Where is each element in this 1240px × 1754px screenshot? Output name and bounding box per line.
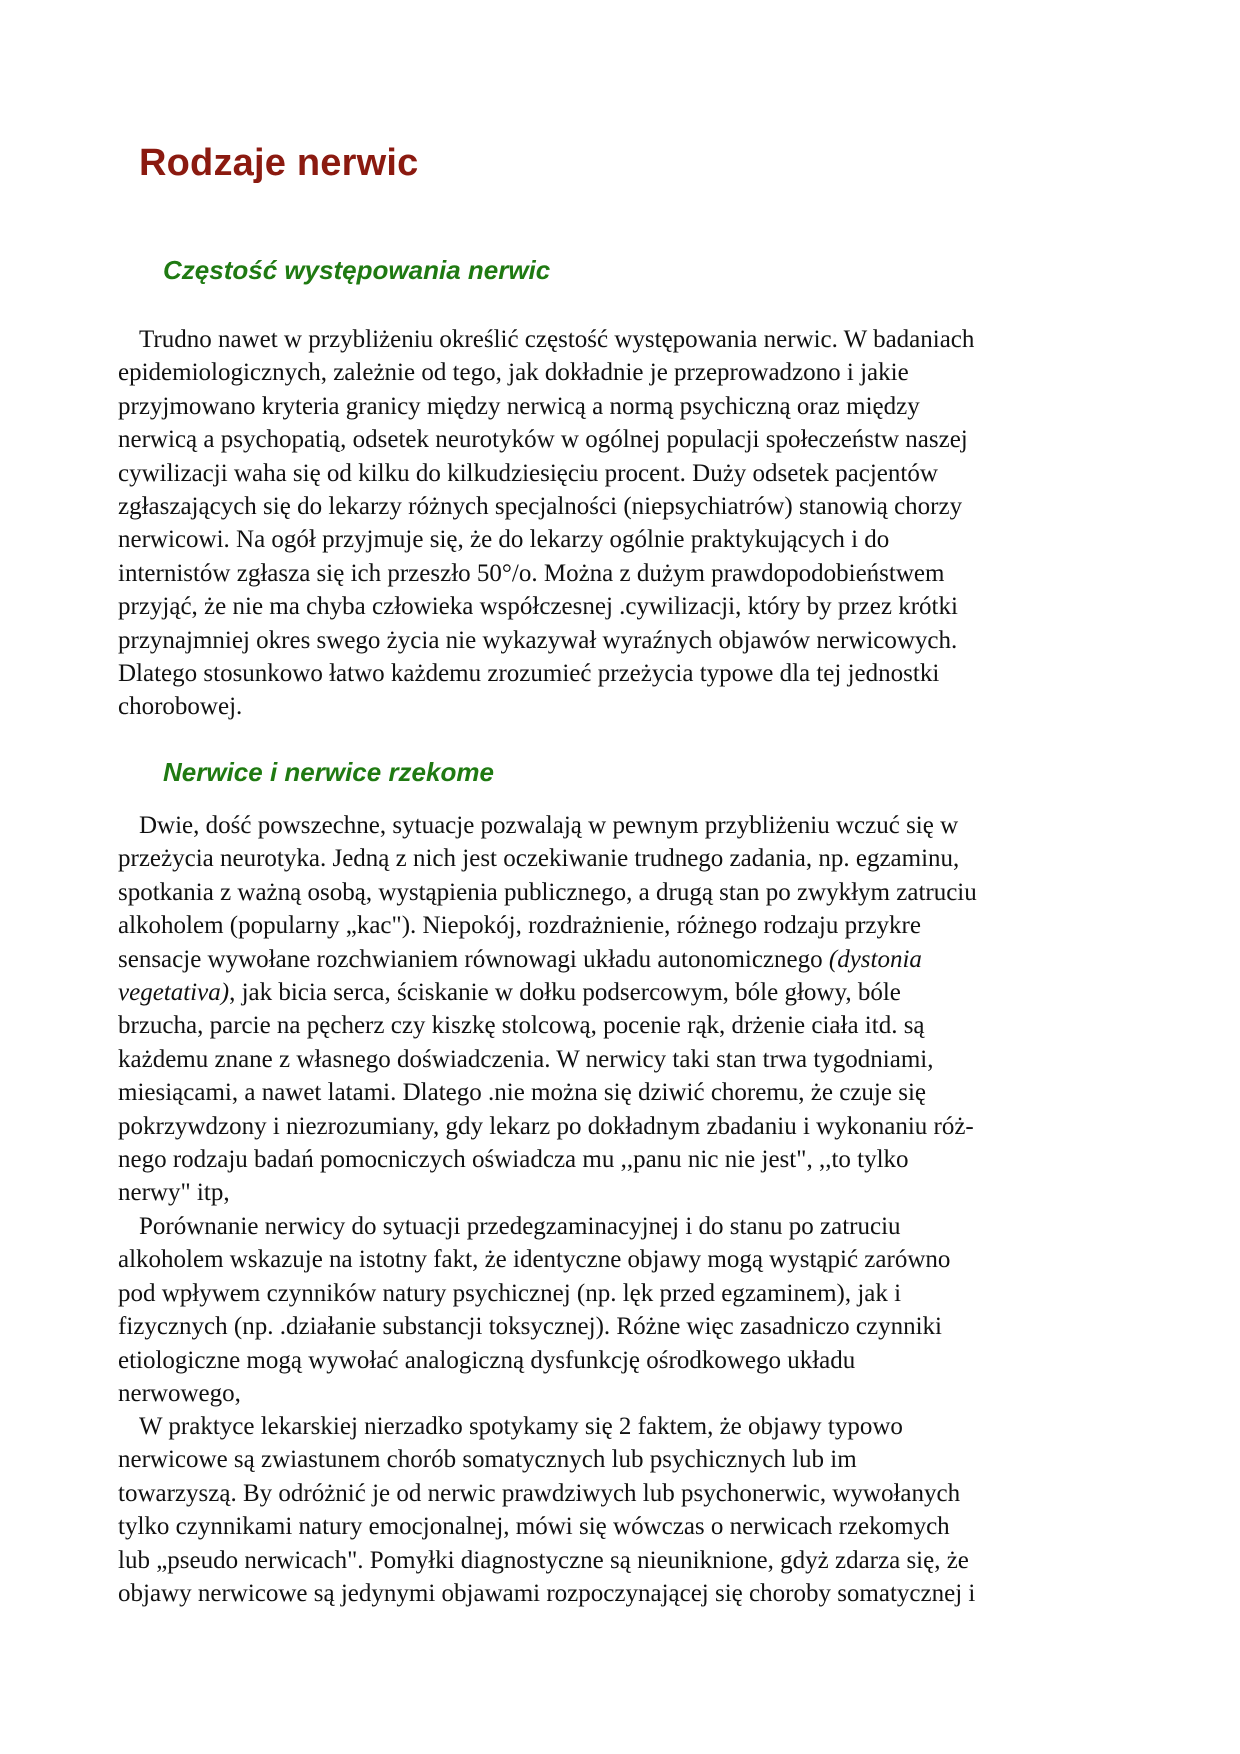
text-segment: , jak bicia serca, ściskanie w dołku podsercowym, bóle głowy, bóle [229, 978, 901, 1006]
text-line: alkoholem (popularny „kac"). Niepokój, rozdrażnienie, różnego rodzaju przykre [118, 912, 921, 940]
text-line: każdemu znane z własnego doświadczenia. W nerwicy taki stan trwa tygodniami, [118, 1045, 934, 1073]
text-line: pokrzywdzony i niezrozumiany, gdy lekarz po dokładnym zbadaniu i wykonaniu róż- [118, 1112, 974, 1140]
text-line: nerwowego, [118, 1379, 241, 1407]
paragraph-pseudo-neuroses [118, 1410, 1128, 1610]
text-line: nego rodzaju badań pomocniczych oświadcza mu ,,panu nic nie jest", ,,to tylko [118, 1145, 909, 1173]
text-line: cywilizacji waha się od kilku do kilkudziesięciu procent. Duży odsetek pacjentów [118, 459, 938, 487]
section-heading-pseudo-neuroses: Nerwice i nerwice rzekome [163, 757, 494, 787]
text-line: Dwie, dość powszechne, sytuacje pozwalają w pewnym przybliżeniu wczuć się w [139, 812, 959, 839]
text-line: internistów zgłasza się ich przeszło 50°/o. Można z dużym prawdopodobieństwem [118, 559, 945, 587]
text-line: przyjąć, że nie ma chyba człowieka współczesnej .cywilizacji, który by przez krótki [118, 593, 958, 621]
section-heading-frequency: Częstość występowania nerwic [163, 255, 551, 285]
text-line: nerwicowi. Na ogół przyjmuje się, że do lekarzy ogólnie praktykujących i do [118, 526, 890, 554]
italic-term: (dystonia [828, 945, 922, 973]
text-line: lub „pseudo nerwicach". Pomyłki diagnostyczne są nieuniknione, gdyż zdarza się, że [118, 1546, 969, 1574]
text-line: alkoholem wskazuje na istotny fakt, że identyczne objawy mogą wystąpić zarówno [118, 1246, 951, 1274]
text-segment: sensacje wywołane rozchwianiem równowagi układu autonomicznego [118, 945, 829, 973]
text-line: towarzyszą. By odróżnić je od nerwic prawdziwych lub psychonerwic, wywołanych [118, 1479, 961, 1507]
text-line: pod wpływem czynników natury psychicznej (np. lęk przed egzaminem), jak i [118, 1279, 902, 1307]
text-line: przyjmowano kryteria granicy między nerwicą a normą psychiczną oraz między [118, 392, 920, 420]
text-line: spotkania z ważną osobą, wystąpienia publicznego, a drugą stan po zwykłym zatruciu [118, 878, 977, 906]
text-line: przynajmniej okres swego życia nie wykazywał wyraźnych objawów nerwicowych. [118, 626, 958, 654]
text-line: etiologiczne mogą wywołać analogiczną dysfunkcję ośrodkowego układu [118, 1346, 856, 1374]
text-line: chorobowej. [118, 693, 243, 721]
text-line: przeżycia neurotyka. Jedną z nich jest oczekiwanie trudnego zadania, np. egzaminu, [118, 845, 960, 873]
text-line: miesiącami, a nawet latami. Dlatego .nie można się dziwić choremu, że czuje się [118, 1079, 926, 1107]
text-line: objawy nerwicowe są jedynymi objawami rozpoczynającej się choroby somatycznej i [118, 1579, 976, 1607]
text-line-with-italic [118, 976, 1128, 1009]
text-line: Trudno nawet w przybliżeniu określić częstość występowania nerwic. W badaniach [139, 326, 975, 353]
text-line-with-italic [118, 943, 1128, 976]
text-line: epidemiologicznych, zależnie od tego, jak dokładnie je przeprowadzono i jakie [118, 359, 909, 387]
text-line: nerwy" itp, [118, 1179, 230, 1207]
text-line: brzucha, parcie na pęcherz czy kiszkę stolcową, pocenie rąk, drżenie ciała itd. są [118, 1012, 925, 1040]
text-line: nerwicowe są zwiastunem chorób somatycznych lub psychicznych lub im [118, 1446, 857, 1474]
text-line: fizycznych (np. .działanie substancji toksycznej). Różne więc zasadniczo czynniki [118, 1313, 942, 1341]
text-line: Porównanie nerwicy do sytuacji przedegzaminacyjnej i do stanu po zatruciu [139, 1213, 901, 1240]
text-line: nerwicą a psychopatią, odsetek neurotyków w ogólnej populacji społeczeństw naszej [118, 426, 968, 454]
text-line: W praktyce lekarskiej nierzadko spotykamy się 2 faktem, że objawy typowo [139, 1413, 903, 1440]
paragraph-comparison [118, 1210, 1128, 1410]
text-line: zgłaszających się do lekarzy różnych specjalności (niepsychiatrów) stanowią chorzy [118, 492, 963, 520]
paragraph-two-situations [118, 809, 1128, 1210]
text-line: Dlatego stosunkowo łatwo każdemu zrozumieć przeżycia typowe dla tej jednostki [118, 659, 940, 687]
document-title: Rodzaje nerwic [139, 142, 419, 184]
paragraph-frequency [118, 323, 1128, 724]
italic-term: vegetativa) [118, 978, 230, 1006]
text-line: tylko czynnikami natury emocjonalnej, mówi się wówczas o nerwicach rzekomych [118, 1513, 950, 1541]
